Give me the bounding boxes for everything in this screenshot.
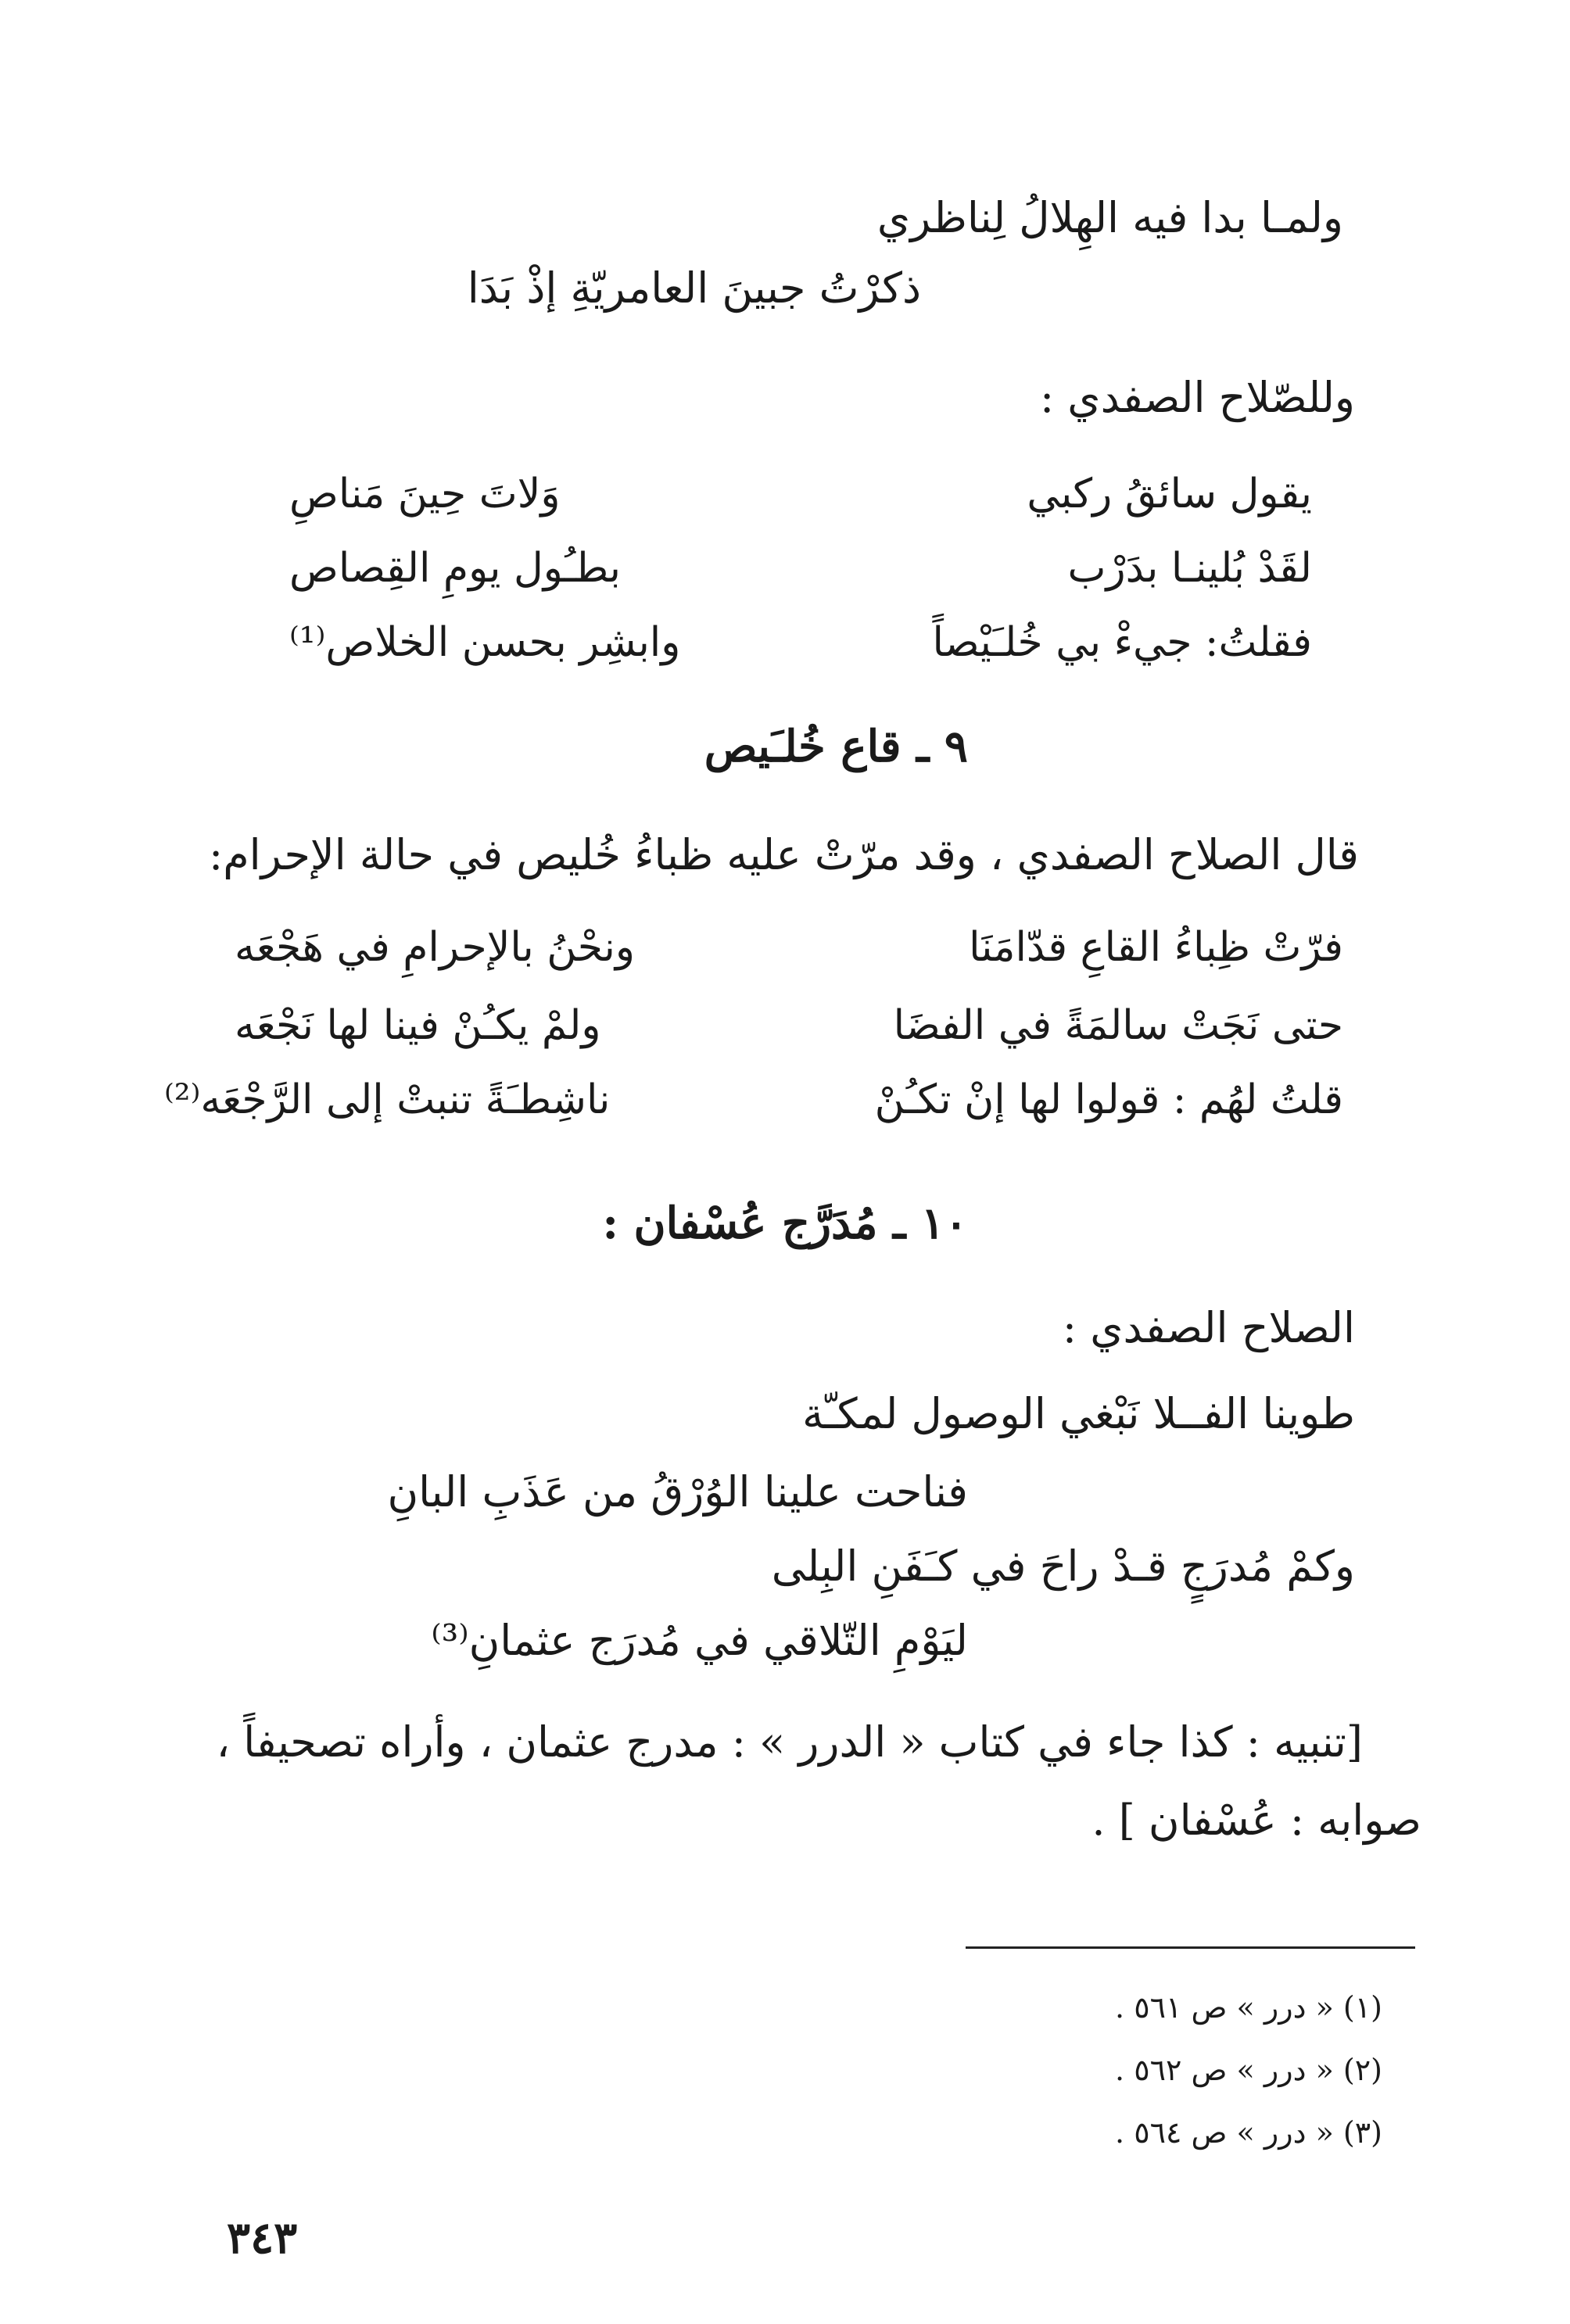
editorial-note-line2: صوابه : عُسْفان ] . xyxy=(1091,1796,1421,1845)
editorial-note-line1: [تنبيه : كذا جاء في كتاب « الدرر » : مدرج عثمان ، وأراه تصحيفاً ، xyxy=(216,1717,1363,1767)
poem2-verse-1-left: وَلاتَ حِينَ مَناصِ xyxy=(289,471,561,517)
poem3-verse-2-left: ولمْ يكـُنْ فينا لها نَجْعَه xyxy=(235,1002,601,1049)
poem4-line4: ليَوْمِ التّلاقي في مُدرَج عثمانِ⁽³⁾ xyxy=(431,1616,968,1665)
poem3-verse-1-right: فرّتْ ظِباءُ القاعِ قدّامَنَا xyxy=(969,924,1343,971)
poem2-verse-2-right: لقَدْ بُلينـا بدَرْب xyxy=(1067,545,1312,592)
poem2-verse-1-right: يقول سائقُ ركبي xyxy=(1027,471,1312,517)
poem2-verse-2-left: بطـُول يومِ القِصاص xyxy=(289,545,621,592)
intro-safadi-3: الصلاح الصفدي : xyxy=(1062,1303,1355,1352)
poem1-line1: ولمـا بدا فيه الهِلالُ لِناظري xyxy=(876,193,1343,242)
poem3-verse-2-right: حتى نَجَتْ سالمَةً في الفضَا xyxy=(893,1002,1343,1049)
poem2-verse-3-left: وابشِر بحسن الخلاص⁽¹⁾ xyxy=(289,619,681,666)
page-number: ٣٤٣ xyxy=(227,2212,298,2264)
intro-safadi-1: وللصّلاح الصفدي : xyxy=(1039,373,1355,422)
footnote-2: (٢) « درر » ص ٥٦٢ . xyxy=(1115,2053,1382,2087)
section-heading-10: ١٠ ـ مُدَرَّج عُسْفان : xyxy=(602,1198,968,1249)
poem3-verse-3-right: قلتُ لهُم : قولوا لها إنْ تكـُنْ xyxy=(874,1076,1343,1123)
poem3-verse-3 xyxy=(164,1075,1343,1130)
poem3-verse-1 xyxy=(235,922,1343,977)
intro-safadi-2: قال الصلاح الصفدي ، وقد مرّتْ عليه ظباءُ خُليص في حالة الإحرام: xyxy=(209,830,1359,879)
footnote-3: (٣) « درر » ص ٥٦٤ . xyxy=(1115,2115,1382,2150)
poem3-verse-3-left: ناشِطـَةً تنبتْ إلى الرَّجْعَه⁽²⁾ xyxy=(164,1076,611,1123)
poem4-line1: طوينا الفــلا نَبْغي الوصول لمكـّة xyxy=(802,1389,1355,1438)
poem2-verse-2 xyxy=(289,543,1312,598)
poem2-verse-3 xyxy=(289,618,1312,672)
footnote-separator xyxy=(966,1946,1415,1949)
section-heading-9: ٩ ـ قاع خُلـَيص xyxy=(704,721,968,772)
poem3-verse-1-left: ونحْنُ بالإحرامِ في هَجْعَه xyxy=(235,924,635,971)
poem2-verse-3-right: فقلتُ: جيءْ بي خُلـَيْصاً xyxy=(932,619,1312,666)
footnote-1: (١) « درر » ص ٥٦١ . xyxy=(1115,1990,1382,2025)
poem2-verse-1 xyxy=(289,469,1312,524)
poem1-line2: ذكرْتُ جبينَ العامريّةِ إذْ بَدَا xyxy=(467,263,921,313)
poem4-line3: وكمْ مُدرَجٍ قـدْ راحَ في كـَفَنِ البِلى xyxy=(771,1542,1355,1591)
poem3-verse-2 xyxy=(235,1001,1343,1055)
poem4-line2: فناحت علينا الوُرْقُ من عَذَبِ البانِ xyxy=(387,1467,968,1517)
